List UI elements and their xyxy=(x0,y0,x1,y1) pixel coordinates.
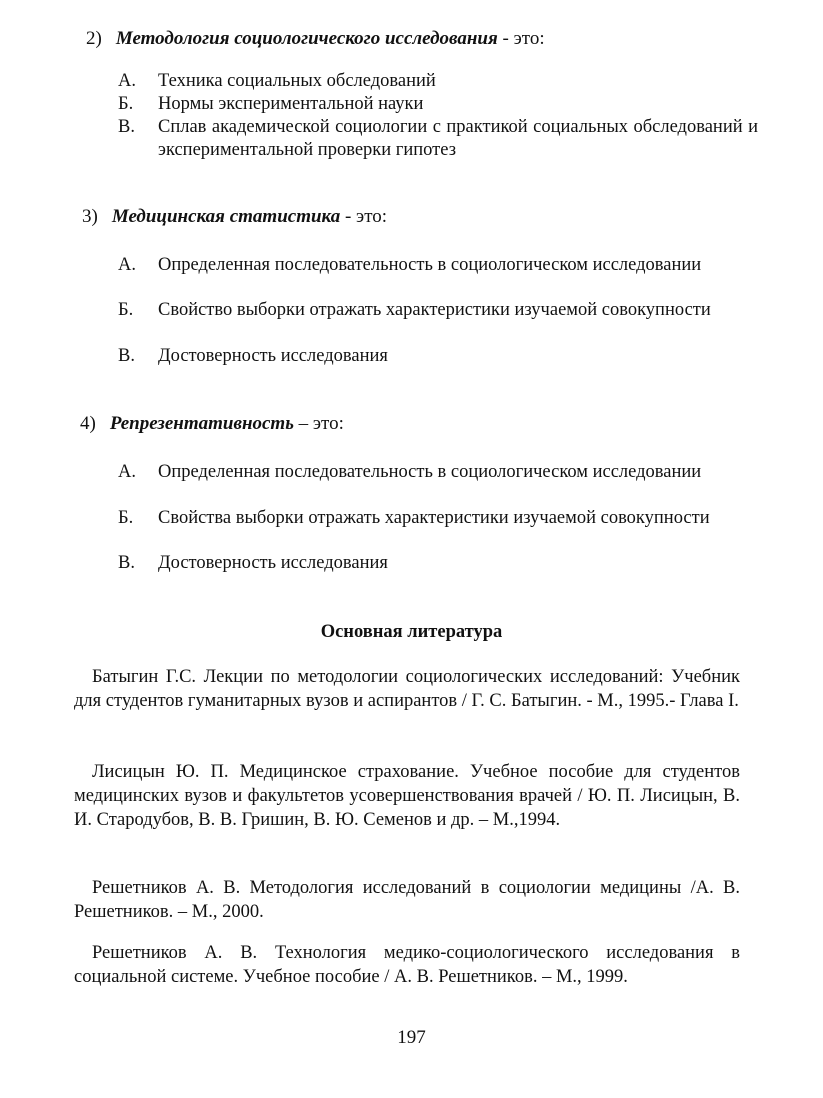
question-term: Репрезентативность xyxy=(109,413,294,434)
option-text: Достоверность исследования xyxy=(158,346,388,366)
question-2-heading xyxy=(86,28,545,50)
option-text: Свойство выборки отражать характеристики изучаемой совокупности xyxy=(158,300,711,320)
question-3-option-a xyxy=(118,254,758,277)
option-text: Определенная последовательность в социологическом исследовании xyxy=(158,255,702,275)
option-text: Определенная последовательность в социологическом исследовании xyxy=(158,462,702,482)
option-letter: Б. xyxy=(118,94,134,114)
question-4-option-c xyxy=(118,552,758,575)
option-letter: В. xyxy=(118,346,135,366)
reference-item: Решетников А. В. Технология медико-социологического исследования в социальной системе. Учебное пособие / А. В. Решетников. – М., 1999. xyxy=(74,943,740,987)
question-term: Медицинская статистика xyxy=(111,206,341,227)
option-text: Техника социальных обследований xyxy=(158,71,436,91)
option-text: Достоверность исследования xyxy=(158,553,388,573)
question-3-option-b xyxy=(118,299,758,322)
question-4-heading xyxy=(80,413,344,435)
question-suffix: - это: xyxy=(497,28,545,49)
question-2-option-a xyxy=(118,70,758,93)
question-4-option-b xyxy=(118,507,758,530)
option-text: Сплав академической социологии с практикой социальных обследований и экспериментальной проверки гипотез xyxy=(158,117,758,160)
literature-title: Основная литература xyxy=(320,622,503,642)
option-letter: А. xyxy=(118,71,136,91)
option-letter: В. xyxy=(118,117,135,137)
question-3-heading xyxy=(82,206,387,228)
option-letter: А. xyxy=(118,255,136,275)
question-number: 2) xyxy=(86,28,102,49)
question-suffix: – это: xyxy=(293,413,344,434)
option-text: Нормы экспериментальной науки xyxy=(158,94,424,114)
reference-item: Решетников А. В. Методология исследований в социологии медицины /А. В. Решетников. – М., 2000. xyxy=(74,878,740,922)
question-number: 3) xyxy=(82,206,98,227)
reference-item: Лисицын Ю. П. Медицинское страхование. Учебное пособие для студентов медицинских вузов и факультетов усовершенствования врачей / Ю. П. Лисицын, В. И. Стародубов, В. В. Гришин, В. Ю. Семенов и др. – М.,1994. xyxy=(74,762,740,830)
option-text: Свойства выборки отражать характеристики изучаемой совокупности xyxy=(158,508,710,528)
option-letter: Б. xyxy=(118,508,134,528)
question-4-option-a xyxy=(118,461,758,484)
reference-item: Батыгин Г.С. Лекции по методологии социологических исследований: Учебник для студентов гуманитарных вузов и аспирантов / Г. С. Батыгин. - М., 1995.- Глава I. xyxy=(74,667,740,711)
option-letter: А. xyxy=(118,462,136,482)
question-3-option-c xyxy=(118,345,758,368)
question-suffix: - это: xyxy=(340,206,388,227)
option-letter: В. xyxy=(118,553,135,573)
question-2-option-b xyxy=(118,93,758,116)
question-term: Методология социологического исследования xyxy=(115,28,498,49)
question-number: 4) xyxy=(80,413,96,434)
option-letter: Б. xyxy=(118,300,134,320)
question-2-option-c xyxy=(118,116,758,162)
page-number: 197 xyxy=(397,1027,426,1048)
